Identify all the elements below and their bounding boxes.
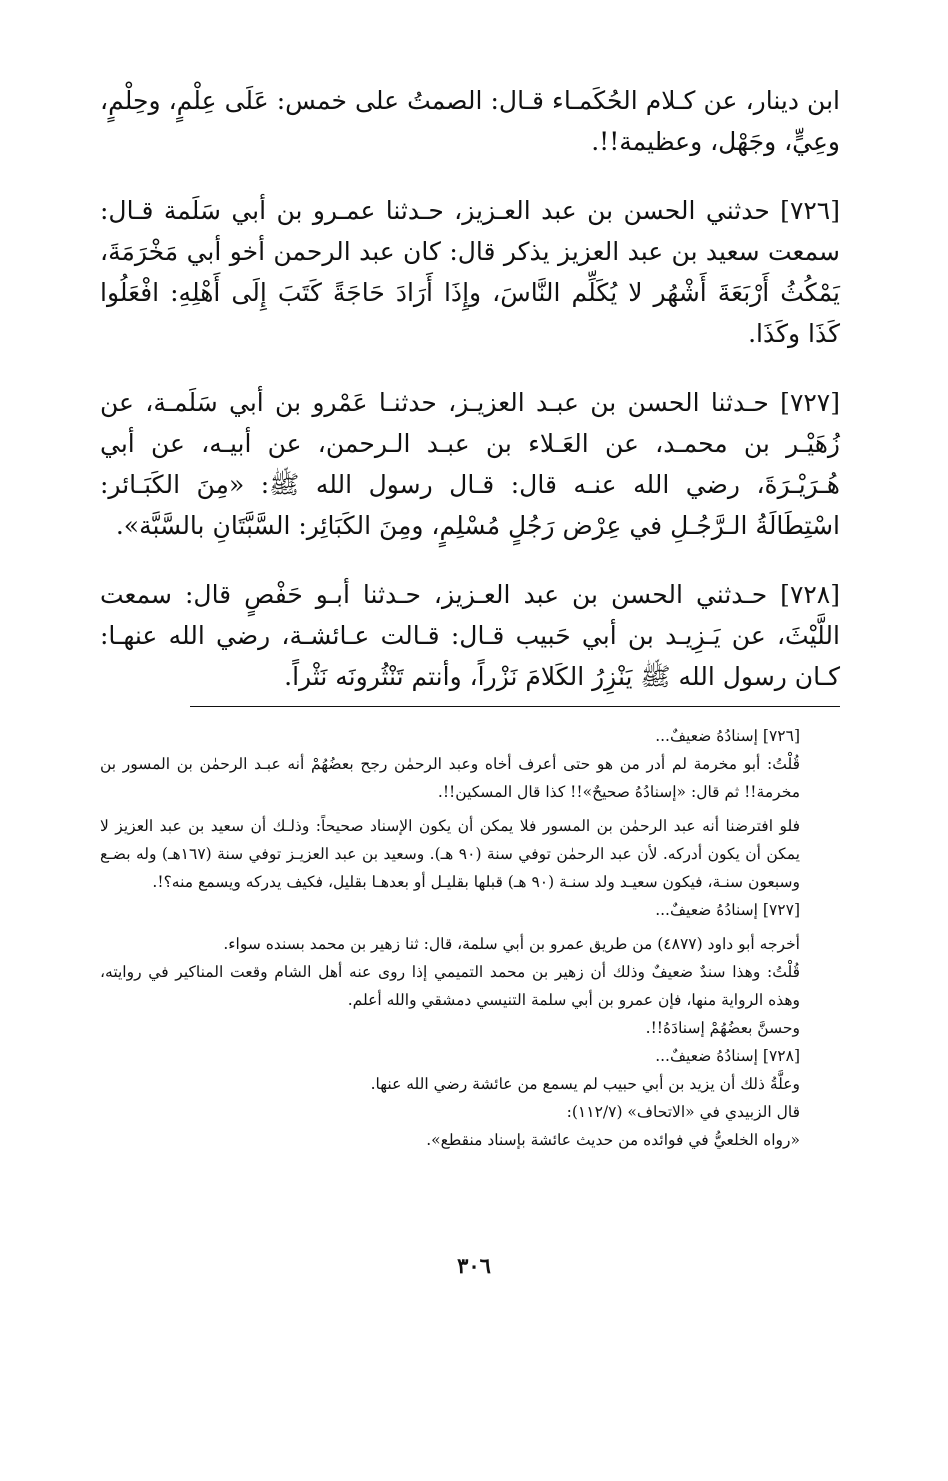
page-number: ٣٠٦ (457, 1253, 491, 1278)
footnote-727-heading: [٧٢٧] إسنادُهُ ضعيفٌ... (655, 901, 800, 919)
footnote-728-heading: [٧٢٨] إسنادُهُ ضعيفٌ... (655, 1047, 800, 1065)
hadith-726: [٧٢٦] حدثني الحسن بن عبد العـزيز، حـدثنا عمـرو بن أبي سَلَمة قـال: سمعت سعيد بن عبد العزيز يذكر قال: كان عبد الرحمن أخو أبي مَخْرَمَةَ، يَمْكُثُ أَرْبَعَةَ أَشْهُر لا يُكَلِّم النَّاسَ، وإِذَا أَرَادَ حَاجَةً كَتَبَ إِلَى أَهْلِهِ: افْعَلُوا كَذَا وكَذَا. (100, 196, 840, 348)
hadith-727: [٧٢٧] حـدثنا الحسن بن عبـد العزيـز، حدثنـا عَمْرو بن أبي سَلَمـة، عن زُهَيْـر بن محمـد، عن العَـلاء بن عبـد الـرحمن، عن أبيـه، عن أبي هُـرَيْـرَةَ، رضي الله عنـه قال: قـال رسول الله ﷺ: «مِنَ الكَبَـائر: اسْتِطَالَةُ الـرَّجُـلِ في عِرْض رَجُلٍ مُسْلِمٍ، ومِنَ الكَبَائِر: السَّبَّتَانِ بالسَّبَّة». (100, 388, 840, 540)
footnote-728-citation: قال الزبيدي في «الاتحاف» (١١٢/٧): (566, 1103, 800, 1121)
footnote-divider (190, 706, 840, 707)
main-text (100, 80, 840, 725)
footnotes (100, 722, 840, 1154)
footnote-728-reason: وعلَّةُ ذلك أن يزيد بن أبي حبيب لم يسمع من عائشة رضي الله عنها. (370, 1075, 800, 1093)
footnote-726-comment: قُلْتُ: أبو مخرمة لم أدر من هو حتى أعرف أخاه وعبد الرحمٰن رجح بعضُهُمْ أنه عبـد الرحمٰن بن المسور بن مخرمة!! ثم قال: «إسنادُهُ صحيحٌ»!! كذا قال المسكين!!. (100, 755, 800, 801)
footnote-727-source: أخرجه أبو داود (٤٨٧٧) من طريق عمرو بن أبي سلمة، قال: ثنا زهير بن محمد بسنده سواء. (223, 935, 800, 953)
footnote-728-quote: «رواه الخلعيُّ في فوائده من حديث عائشة بإسناد منقطع». (426, 1131, 800, 1149)
footnote-726-heading: [٧٢٦] إسنادُهُ ضعيفٌ... (655, 727, 800, 745)
footnote-727-note: وحسنَّ بعضُهُمْ إسنادَهُ!!. (645, 1019, 800, 1037)
main-paragraph-1: ابن دينار، عن كـلام الحُكَمـاء قـال: الصمتُ على خمس: عَلَى عِلْمٍ، وحِلْمٍ، وعِيٍّ، وجَهْل، وعظيمة!!. (100, 86, 840, 156)
footnote-727-comment: قُلْتُ: وهذا سندٌ ضعيفٌ وذلك أن زهير بن محمد التميمي إذا روى عنه أهل الشام وقعت المناكير في روايته، وهذه الرواية منها، فإن عمرو بن أبي سلمة التنيسي دمشقي والله أعلم. (100, 963, 800, 1009)
footnote-726-analysis: فلو افترضنا أنه عبد الرحمٰن بن المسور فلا يمكن أن يكون الإسناد صحيحاً: وذلـك أن سعيد بن عبد العزيز لا يمكن أن يكون أدركه. لأن عبد الرحمٰن توفي سنة (٩٠ هـ). وسعيد بن عبد العزيـز توفي سنة (١٦٧هـ) وله بضـع وسبعون سنـة، فيكون سعيـد ولد سنـة (٩٠ هـ) قبلها بقليـل أو بعدهـا بقليل، فكيف يدركه ويسمع منه؟!. (100, 817, 800, 891)
hadith-728: [٧٢٨] حـدثني الحسن بن عبد العـزيز، حـدثنا أبـو حَفْصٍ قال: سمعت اللَّيْثَ، عن يَـزِيـد بن أبي حَبيب قـال: قـالت عـائشـة، رضي الله عنهـا: كـان رسول الله ﷺ يَنْزِرُ الكَلامَ نَزْراً، وأنتم تَنْثُرونَه نَثْراً. (100, 580, 840, 691)
